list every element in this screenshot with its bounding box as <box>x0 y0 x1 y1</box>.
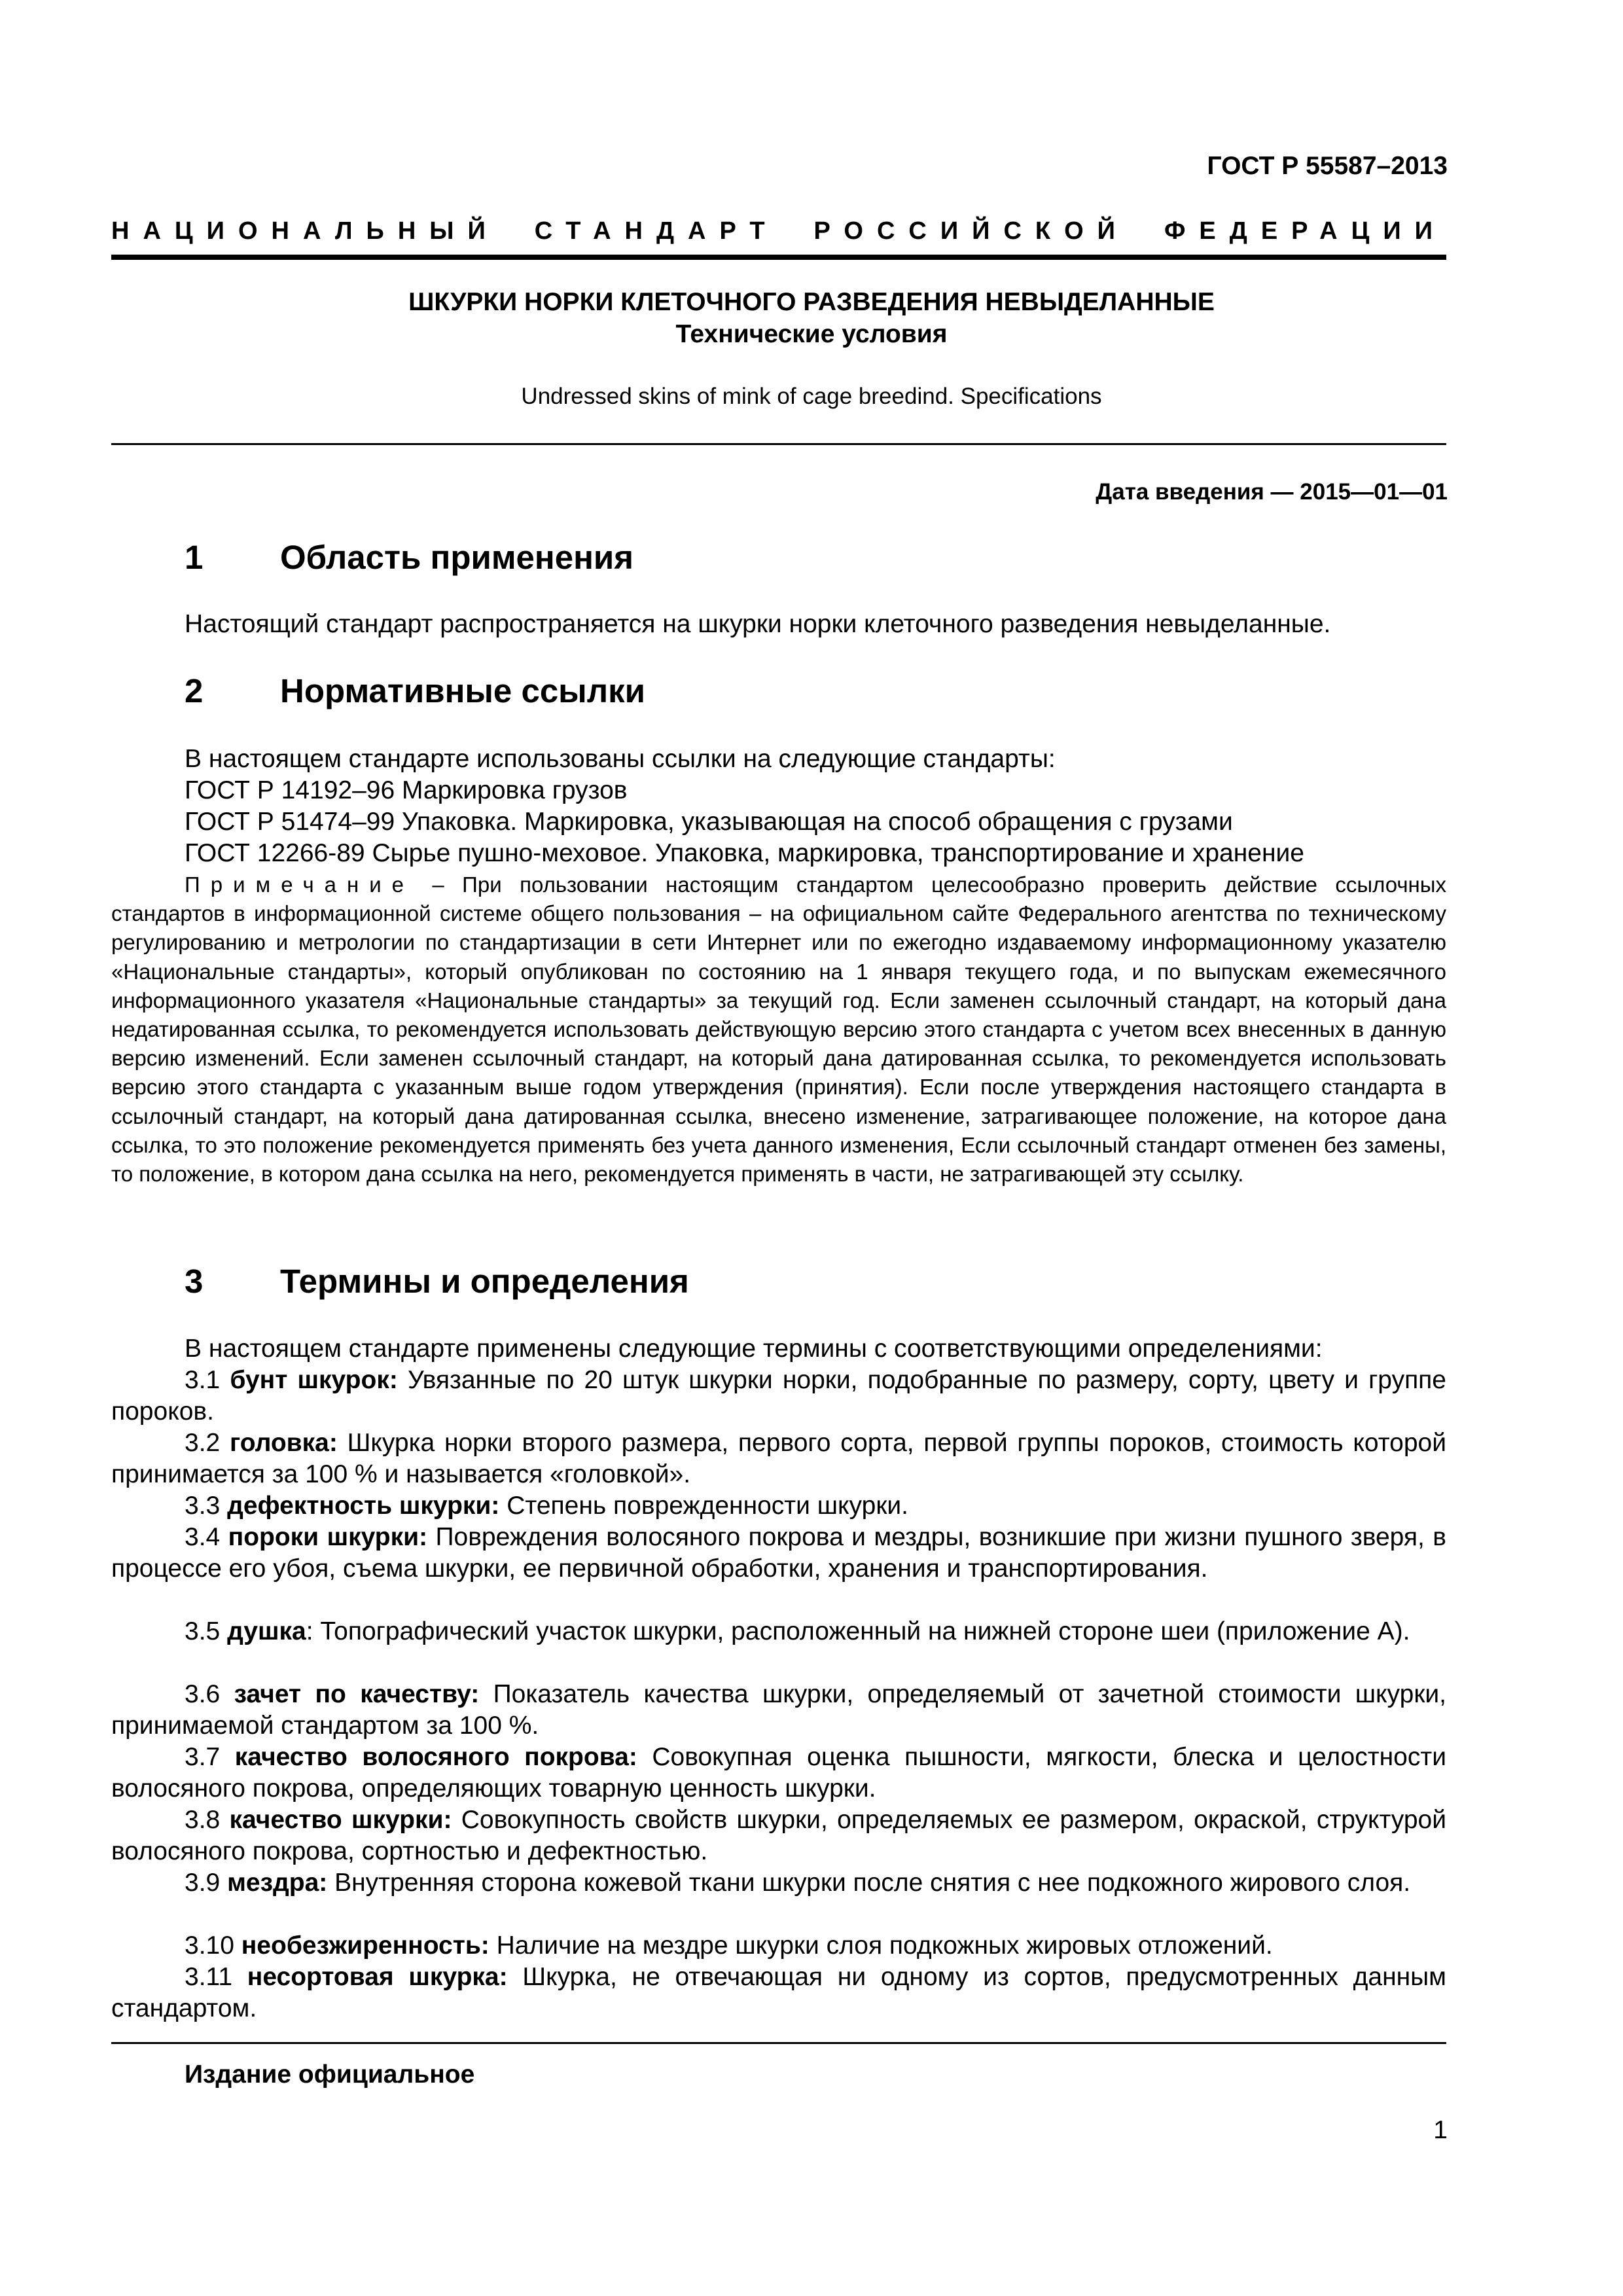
term-definition: 3.6 зачет по качеству: Показатель качества шкурки, определяемый от зачетной стоимости шкурки, принимаемой стандартом за 100 %. <box>111 1680 1446 1740</box>
term-name: необезжиренность: <box>241 1931 490 1960</box>
term-definition: 3.10 необезжиренность: Наличие на мездре шкурки слоя подкожных жировых отложений. <box>185 1931 1273 1960</box>
term-definition: 3.3 дефектность шкурки: Степень поврежденности шкурки. <box>185 1492 908 1520</box>
national-standard-heading: НАЦИОНАЛЬНЫЙ СТАНДАРТ РОССИЙСКОЙ ФЕДЕРАЦИИ <box>111 217 1446 245</box>
section-1-title: Область применения <box>280 539 634 576</box>
term-name: бунт шкурок: <box>230 1366 398 1394</box>
term-name: мездра: <box>227 1869 328 1897</box>
section-1-number: 1 <box>185 539 204 576</box>
page-number: 1 <box>1433 2116 1448 2144</box>
document-code: ГОСТ Р 55587–2013 <box>1207 152 1448 180</box>
reference-item: ГОСТ Р 14192–96 Маркировка грузов <box>185 776 628 804</box>
introduction-date: Дата введения — 2015—01—01 <box>1096 479 1448 505</box>
section-3-number: 3 <box>185 1263 204 1300</box>
reference-item: ГОСТ Р 51474–99 Упаковка. Маркировка, указывающая на способ обращения с грузами <box>185 808 1233 836</box>
term-definition: 3.11 несортовая шкурка: Шкурка, не отвечающая ни одному из сортов, предусмотренных данным стандартом. <box>111 1963 1446 2022</box>
reference-note <box>111 870 1446 1189</box>
section-3-title: Термины и определения <box>280 1263 689 1300</box>
term-name: душка <box>227 1617 306 1645</box>
term-name: пороки шкурки: <box>228 1523 428 1551</box>
section-1-text: Настоящий стандарт распространяется на шкурки норки клеточного разведения невыделанные. <box>185 610 1331 638</box>
document-title: ШКУРКИ НОРКИ КЛЕТОЧНОГО РАЗВЕДЕНИЯ НЕВЫДЕЛАННЫЕ <box>408 288 1215 316</box>
document-subtitle: Технические условия <box>675 320 948 348</box>
term-name: качество волосяного покрова: <box>234 1743 637 1771</box>
term-name: головка: <box>229 1429 338 1457</box>
section-2-number: 2 <box>185 672 204 709</box>
term-name: несортовая шкурка: <box>247 1963 508 1991</box>
header-rule <box>111 255 1446 260</box>
section-2-intro: В настоящем стандарте использованы ссылки на следующие стандарты: <box>185 745 1056 773</box>
term-name: качество шкурки: <box>229 1806 452 1834</box>
term-definition: 3.2 головка: Шкурка норки второго размера, первого сорта, первой группы пороков, стоимость которой принимается за 100 % и называется «головкой». <box>111 1429 1446 1488</box>
term-definition: 3.5 душка: Топографический участок шкурки, расположенный на нижней стороне шеи (приложение А). <box>185 1617 1410 1645</box>
term-definition: 3.4 пороки шкурки: Повреждения волосяного покрова и мездры, возникшие при жизни пушного зверя, в процессе его убоя, съема шкурки, ее первичной обработки, хранения и транспортирования. <box>111 1523 1447 1583</box>
section-3-intro: В настоящем стандарте применены следующие термины с соответствующими определениями: <box>185 1335 1323 1363</box>
english-title: Undressed skins of mink of cage breedind. Specifications <box>521 384 1102 409</box>
term-name: зачет по качеству: <box>234 1680 480 1708</box>
reference-item: ГОСТ 12266-89 Сырье пушно-меховое. Упаковка, маркировка, транспортирование и хранение <box>185 839 1304 867</box>
term-definition: 3.8 качество шкурки: Совокупность свойств шкурки, определяемых ее размером, окраской, структурой волосяного покрова, сортностью и дефектностью. <box>111 1806 1446 1865</box>
title-rule <box>111 443 1446 445</box>
term-definition: 3.9 мездра: Внутренняя сторона кожевой ткани шкурки после снятия с нее подкожного жирового слоя. <box>185 1869 1411 1897</box>
section-2-title: Нормативные ссылки <box>280 672 646 709</box>
term-name: дефектность шкурки: <box>227 1492 500 1520</box>
note-label: Примечание <box>185 872 415 897</box>
official-edition-label: Издание официальное <box>185 2060 475 2089</box>
term-definition: 3.1 бунт шкурок: Увязанные по 20 штук шкурки норки, подобранные по размеру, сорту, цвету и группе пороков. <box>111 1366 1446 1426</box>
term-definition: 3.7 качество волосяного покрова: Совокупная оценка пышности, мягкости, блеска и целостности волосяного покрова, определяющих товарную ценность шкурки. <box>111 1743 1446 1803</box>
footer-rule <box>111 2042 1446 2044</box>
note-text: – При пользовании настоящим стандартом целесообразно проверить действие ссылочных стандартов в информационной системе общего пользования – на официальном сайте Федерального агентства по техническому регулированию и метрологии по стандартизации в сети Интернет или по ежегодно издаваемому информационному указателю «Национальные стандарты», который опубликован по состоянию на 1 января текущего года, и по выпускам ежемесячного информационного указателя «Национальные стандарты» за текущий год. Если заменен ссылочный стандарт, на который дана недатированная ссылка, то рекомендуется использовать действующую версию этого стандарта с учетом всех внесенных в данную версию изменений. Если заменен ссылочный стандарт, на который дана датированная ссылка, то рекомендуется использовать версию этого стандарта с указанным выше годом утверждения (принятия). Если после утверждения настоящего стандарта в ссылочный стандарт, на который дана датированная ссылка, внесено изменение, затрагивающее положение, на которое дана ссылка, то это положение рекомендуется применять без учета данного изменения, Если ссылочный стандарт отменен без замены, то положение, в котором дана ссылка на него, рекомендуется применять в части, не затрагивающей эту ссылку. <box>111 872 1446 1187</box>
